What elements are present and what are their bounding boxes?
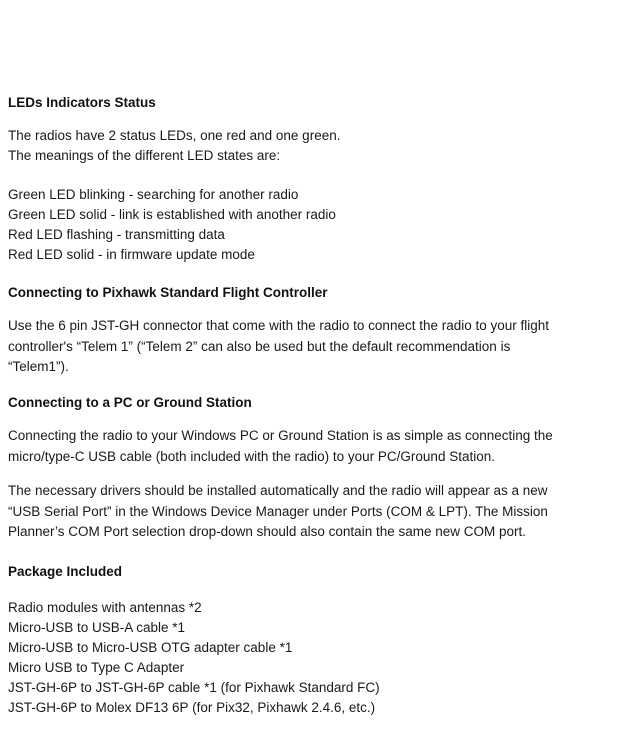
leds-intro-line: The meanings of the different LED states are: <box>8 148 281 163</box>
led-states-list <box>8 185 626 265</box>
pc-paragraph-line: micro/type-C USB cable (both included with the radio) to your PC/Ground Station. <box>8 448 495 464</box>
package-item: JST-GH-6P to Molex DF13 6P (for Pix32, Pixhawk 2.4.6, etc.) <box>8 700 376 715</box>
package-item: Micro USB to Type C Adapter <box>8 660 185 675</box>
pc-paragraph-line: Planner’s COM Port selection drop-down should also contain the same new COM port. <box>8 524 527 539</box>
leds-intro <box>8 126 626 166</box>
leds-intro-line: The radios have 2 status LEDs, one red and one green. <box>8 128 341 143</box>
package-list <box>8 598 626 718</box>
package-item: Radio modules with antennas *2 <box>8 600 202 615</box>
leds-heading: LEDs Indicators Status <box>8 95 156 110</box>
pc-paragraph-line: “USB Serial Port” in the Windows Device Manager under Ports (COM & LPT). The Mission <box>8 503 548 519</box>
pixhawk-heading: Connecting to Pixhawk Standard Flight Controller <box>8 285 328 300</box>
led-state-item: Red LED flashing - transmitting data <box>8 227 225 242</box>
package-item: Micro-USB to USB-A cable *1 <box>8 620 186 635</box>
pixhawk-paragraph <box>8 316 626 378</box>
led-state-item: Red LED solid - in firmware update mode <box>8 247 255 262</box>
pc-paragraph-1 <box>8 426 626 467</box>
package-heading: Package Included <box>8 564 123 579</box>
pc-heading: Connecting to a PC or Ground Station <box>8 395 252 410</box>
pixhawk-paragraph-line: controller's “Telem 1” (“Telem 2” can also be used but the default recommendation is <box>8 338 511 354</box>
pc-paragraph-2 <box>8 481 626 543</box>
pc-paragraph-line: Connecting the radio to your Windows PC or Ground Station is as simple as connecting the <box>8 428 553 443</box>
pixhawk-paragraph-line: “Telem1”). <box>8 359 69 374</box>
package-item: Micro-USB to Micro-USB OTG adapter cable *1 <box>8 640 293 655</box>
pc-paragraph-line: The necessary drivers should be installed automatically and the radio will appear as a new <box>8 483 548 498</box>
led-state-item: Green LED blinking - searching for another radio <box>8 187 299 202</box>
pixhawk-paragraph-line: Use the 6 pin JST-GH connector that come with the radio to connect the radio to your flight <box>8 318 550 333</box>
led-state-item: Green LED solid - link is established with another radio <box>8 207 336 222</box>
package-item: JST-GH-6P to JST-GH-6P cable *1 (for Pixhawk Standard FC) <box>8 680 380 695</box>
